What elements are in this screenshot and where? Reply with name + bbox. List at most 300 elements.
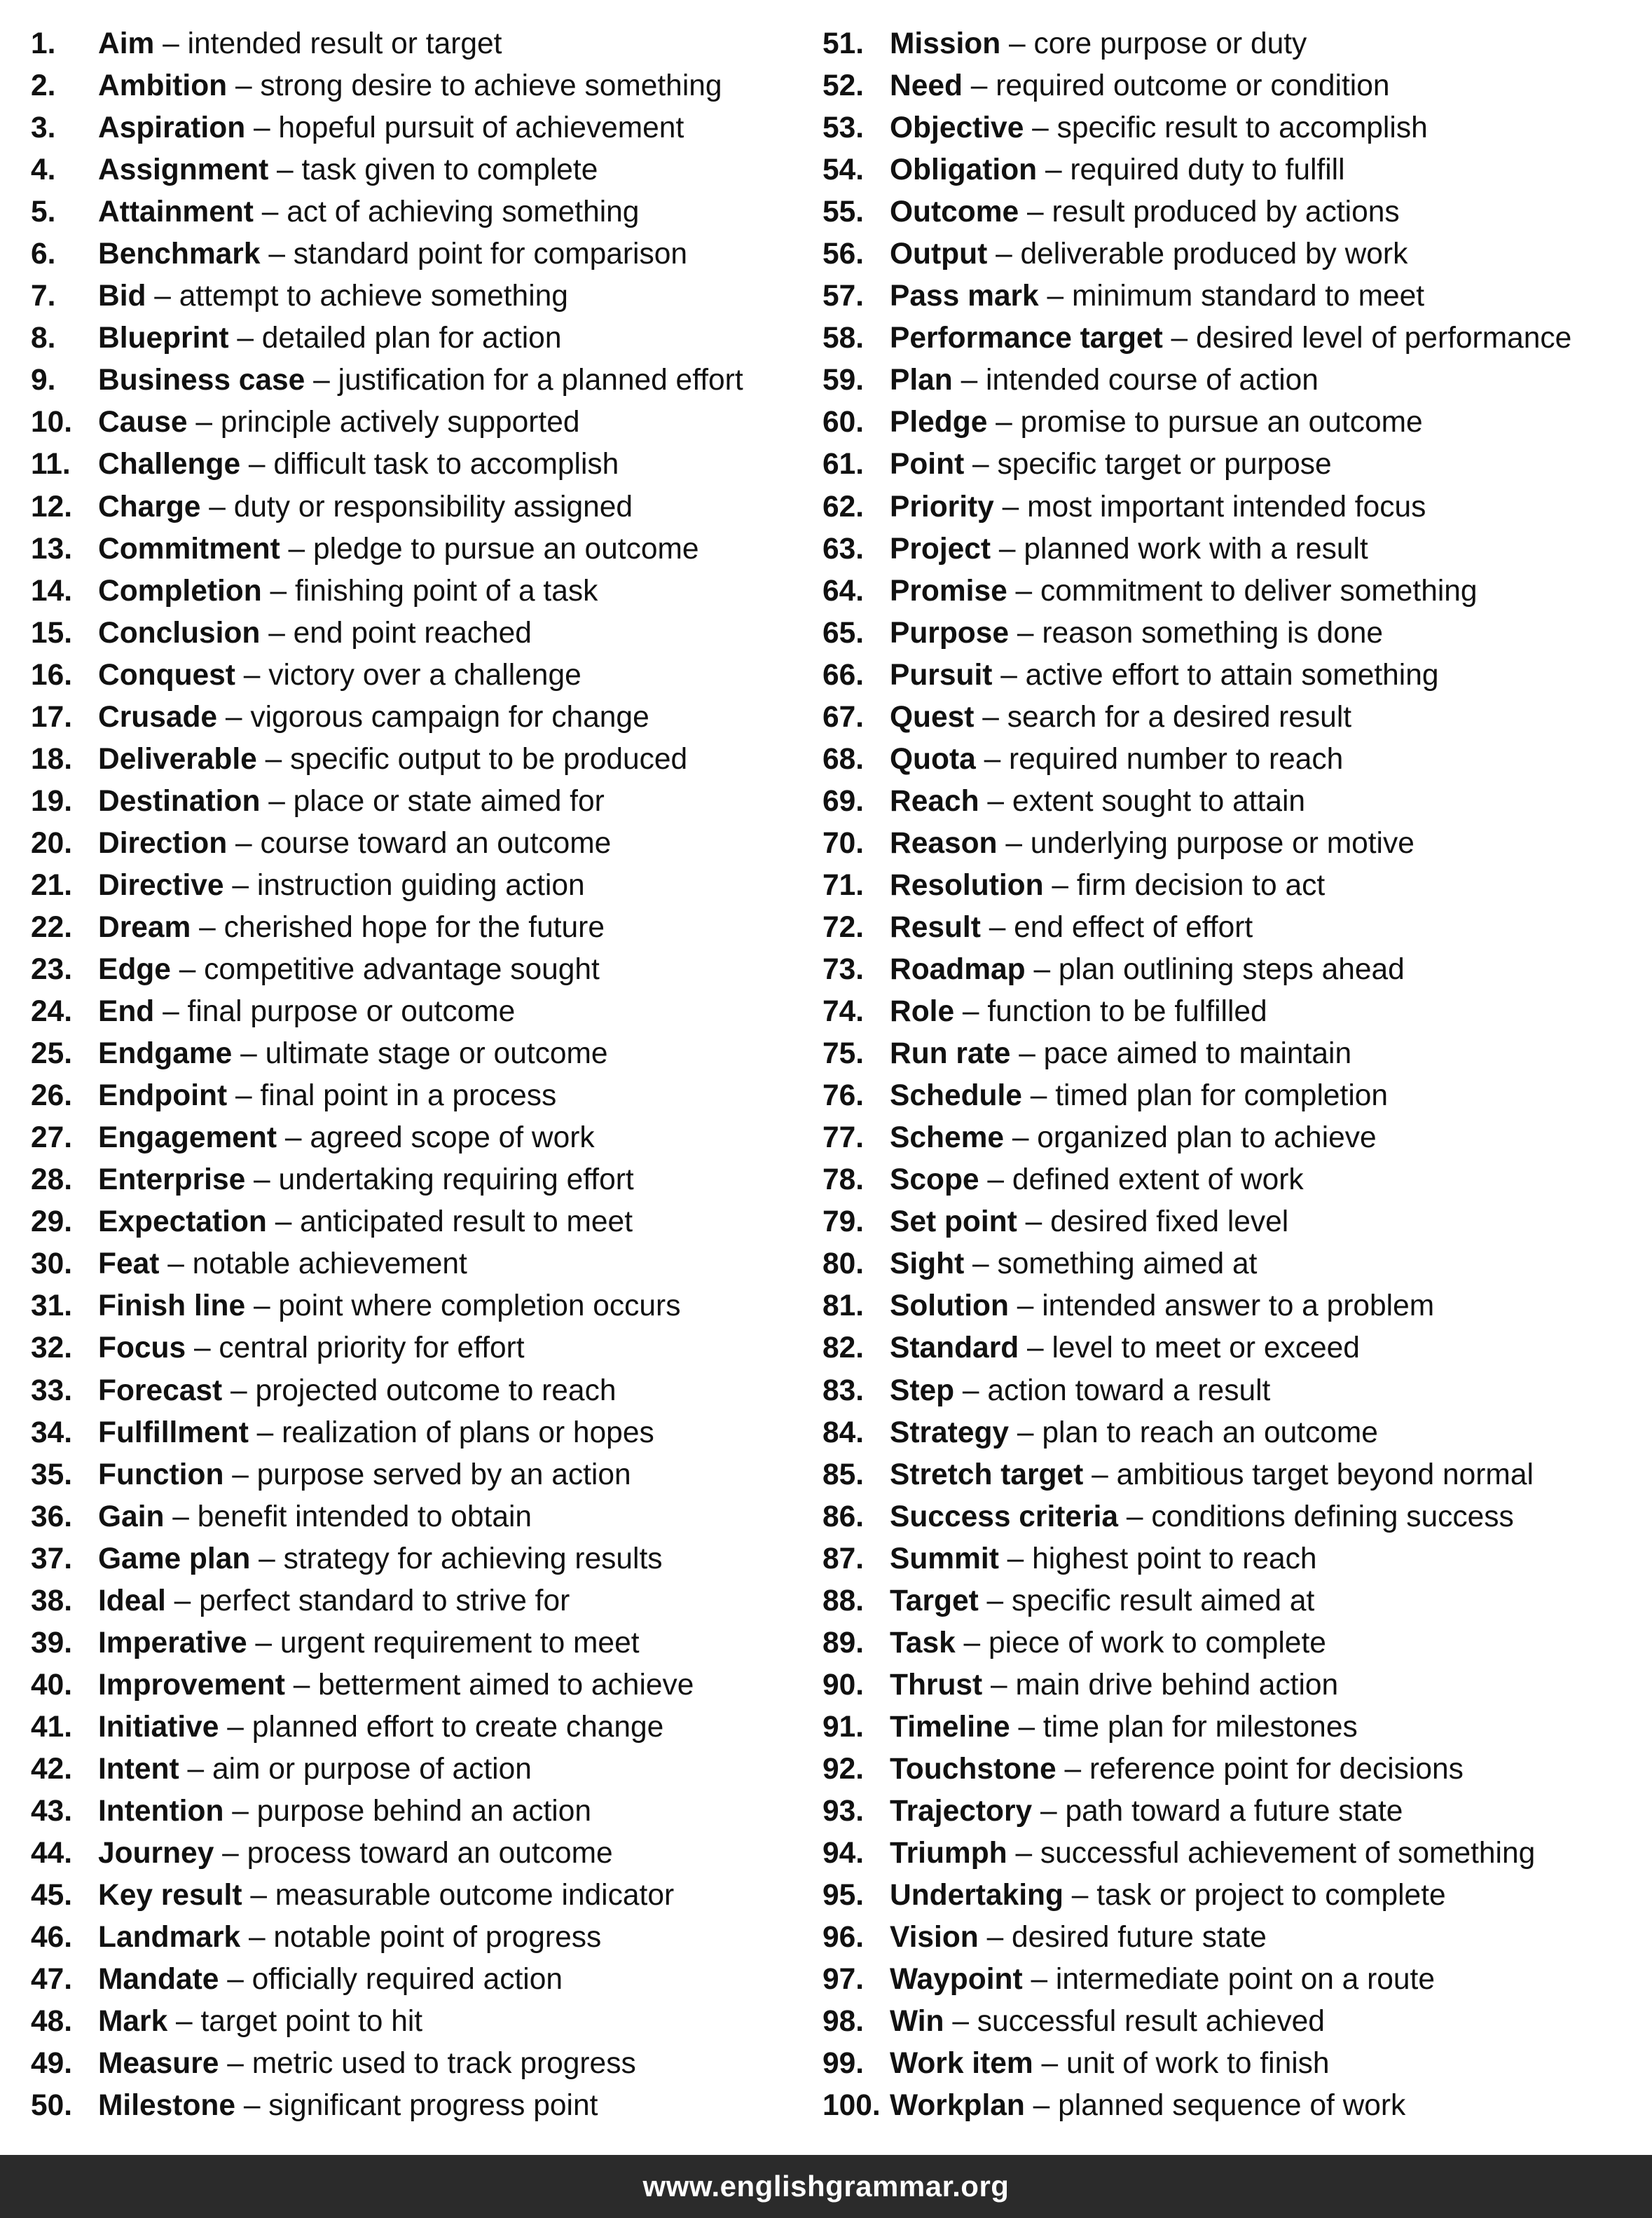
right-column [822,23,1642,2127]
item-number: 3. [31,111,56,145]
list-item [822,1664,1642,1706]
item-definition: extent sought to attain [1012,784,1306,818]
item-dash: – [254,1163,270,1197]
item-definition: course toward an outcome [260,826,612,860]
list-item [822,2043,1642,2085]
list-item [31,149,808,191]
list-item [31,528,808,570]
item-term: Pass mark [890,280,1039,313]
item-term: Quest [890,700,975,734]
item-dash: – [163,27,179,60]
item-dash: – [268,616,285,650]
list-item [822,1370,1642,1412]
item-dash: – [963,1626,981,1659]
item-term: Resolution [890,868,1044,902]
item-definition: successful result achieved [977,2005,1325,2039]
item-definition: detailed plan for action [261,322,562,355]
item-dash: – [265,742,282,776]
item-dash: – [240,1037,257,1071]
list-item [31,739,808,781]
item-dash: – [253,1289,270,1323]
item-number: 31. [31,1289,73,1323]
item-term: Plan [890,364,953,397]
item-dash: – [1027,196,1044,229]
list-item [31,949,808,991]
list-item [31,1285,808,1327]
item-number: 65. [822,616,865,650]
item-number: 16. [31,658,73,692]
item-number: 63. [822,532,865,566]
item-dash: – [167,1247,184,1281]
item-definition: desired fixed level [1050,1205,1289,1239]
item-dash: – [227,1963,244,1997]
item-term: Ideal [98,1584,166,1617]
item-term: Challenge [98,448,241,481]
item-definition: final point in a process [260,1079,557,1113]
item-dash: – [970,69,988,103]
item-definition: end effect of effort [1014,910,1253,944]
item-number: 92. [822,1752,865,1786]
item-definition: unit of work to finish [1066,2047,1330,2081]
item-term: Step [890,1374,955,1407]
item-dash: – [243,658,261,692]
item-dash: – [222,1837,239,1870]
item-definition: difficult task to accomplish [273,448,619,481]
item-number: 53. [822,111,865,145]
list-item [31,1454,808,1496]
item-dash: – [1047,280,1064,313]
item-dash: – [996,406,1012,439]
item-term: Assignment [98,153,269,187]
item-definition: central priority for effort [219,1332,525,1365]
item-number: 90. [822,1668,865,1702]
item-definition: measurable outcome indicator [275,1879,675,1912]
item-term: Waypoint [890,1963,1023,1997]
item-number: 7. [31,280,56,313]
item-number: 44. [31,1837,73,1870]
item-dash: – [253,111,270,145]
item-number: 100. [822,2089,881,2123]
item-term: Standard [890,1332,1019,1365]
item-dash: – [248,448,266,481]
item-number: 43. [31,1794,73,1828]
item-number: 39. [31,1626,73,1659]
item-number: 42. [31,1752,73,1786]
item-term: Intent [98,1752,179,1786]
item-dash: – [277,153,294,187]
list-item [822,1580,1642,1622]
item-dash: – [1071,1879,1089,1912]
item-definition: main drive behind action [1015,1668,1339,1702]
item-definition: conditions defining success [1151,1500,1514,1533]
item-number: 79. [822,1205,865,1239]
item-dash: – [261,196,279,229]
item-term: Schedule [890,1079,1022,1113]
item-term: Output [890,238,988,271]
list-item [822,1327,1642,1369]
item-definition: required number to reach [1009,742,1344,776]
item-term: Success criteria [890,1500,1119,1533]
item-dash: – [256,1416,274,1449]
list-item [31,612,808,655]
item-dash: – [1017,1289,1034,1323]
item-term: Touchstone [890,1752,1056,1786]
item-number: 97. [822,1963,865,1997]
item-dash: – [1019,1037,1035,1071]
item-dash: – [991,1668,1007,1702]
item-definition: planned work with a result [1024,532,1368,566]
item-term: Direction [98,826,228,860]
item-definition: search for a desired result [1007,700,1352,734]
item-definition: specific result to accomplish [1056,111,1428,145]
item-definition: pace aimed to maintain [1043,1037,1352,1071]
list-item [31,107,808,149]
list-item [822,865,1642,907]
list-item [31,191,808,233]
item-definition: required outcome or condition [996,69,1390,103]
item-dash: – [1032,111,1049,145]
item-number: 47. [31,1963,73,1997]
item-definition: metric used to track progress [252,2047,636,2081]
item-number: 26. [31,1079,73,1113]
item-dash: – [235,826,252,860]
item-term: Win [890,2005,944,2039]
item-definition: core purpose or duty [1033,27,1307,60]
item-dash: – [998,532,1016,566]
list-item [31,1875,808,1917]
item-term: Focus [98,1332,186,1365]
item-definition: most important intended focus [1027,490,1426,523]
item-definition: strategy for achieving results [283,1542,663,1575]
item-definition: intended course of action [986,364,1319,397]
item-definition: task or project to complete [1096,1879,1446,1912]
list-item [822,1959,1642,2001]
item-term: Completion [98,574,262,608]
list-item [822,486,1642,528]
item-number: 52. [822,69,865,103]
item-definition: competitive advantage sought [204,953,600,987]
item-term: Undertaking [890,1879,1064,1912]
list-item [822,2001,1642,2043]
item-number: 8. [31,322,56,355]
item-dash: – [293,1668,310,1702]
item-dash: – [1017,1416,1034,1449]
item-number: 99. [822,2047,865,2081]
item-number: 86. [822,1500,865,1533]
item-dash: – [250,1879,267,1912]
item-term: Edge [98,953,171,987]
item-number: 20. [31,826,73,860]
item-term: Cause [98,406,188,439]
item-term: Need [890,69,963,103]
item-dash: – [187,1752,205,1786]
item-definition: reason something is done [1042,616,1384,650]
item-term: Engagement [98,1121,277,1155]
item-term: Aim [98,27,155,60]
item-term: Mark [98,2005,168,2039]
item-dash: – [248,1921,266,1955]
item-number: 30. [31,1247,73,1281]
item-dash: – [243,2089,261,2123]
item-dash: – [1015,1837,1033,1870]
item-dash: – [227,1710,244,1744]
list-item [822,781,1642,823]
item-number: 58. [822,322,865,355]
list-item [822,1496,1642,1538]
item-definition: required duty to fulfill [1070,153,1345,187]
item-dash: – [268,238,285,271]
list-item [31,1033,808,1075]
item-definition: desired level of performance [1196,322,1572,355]
list-item [822,1243,1642,1285]
item-term: Project [890,532,991,566]
item-term: Dream [98,910,191,944]
item-dash: – [1064,1752,1082,1786]
item-definition: promise to pursue an outcome [1020,406,1423,439]
list-item [822,191,1642,233]
left-column [31,23,808,2127]
item-number: 55. [822,196,865,229]
item-term: Endpoint [98,1079,228,1113]
item-dash: – [986,1584,1004,1617]
item-definition: time plan for milestones [1042,1710,1358,1744]
item-term: Business case [98,364,305,397]
list-item [822,65,1642,107]
item-number: 19. [31,784,73,818]
item-term: Aspiration [98,111,246,145]
item-number: 70. [822,826,865,860]
list-item [31,570,808,612]
footer-url[interactable]: www.englishgrammar.org [642,2170,1010,2203]
list-item [31,2001,808,2043]
item-definition: officially required action [252,1963,563,1997]
list-item [822,823,1642,865]
item-term: Function [98,1458,224,1491]
item-number: 64. [822,574,865,608]
item-dash: – [288,532,305,566]
item-term: Performance target [890,322,1163,355]
item-number: 73. [822,953,865,987]
item-number: 94. [822,1837,865,1870]
item-term: Ambition [98,69,228,103]
item-dash: – [1027,1332,1044,1365]
item-dash: – [982,700,999,734]
item-definition: level to meet or exceed [1052,1332,1360,1365]
item-number: 11. [31,448,71,481]
item-number: 33. [31,1374,73,1407]
item-term: Reach [890,784,979,818]
list-item [31,1622,808,1664]
list-item [31,865,808,907]
item-term: Task [890,1626,956,1659]
list-item [31,1538,808,1580]
item-number: 98. [822,2005,865,2039]
item-number: 48. [31,2005,73,2039]
item-number: 80. [822,1247,865,1281]
item-term: Roadmap [890,953,1026,987]
item-term: Enterprise [98,1163,246,1197]
item-number: 68. [822,742,865,776]
word-list [0,23,1652,2125]
list-item [822,1159,1642,1201]
item-dash: – [1030,1079,1047,1113]
item-term: Scheme [890,1121,1005,1155]
item-term: Sight [890,1247,965,1281]
item-term: Strategy [890,1416,1010,1449]
item-term: Intention [98,1794,224,1828]
item-dash: – [1031,1963,1048,1997]
item-definition: strong desire to achieve something [260,69,722,103]
item-number: 95. [822,1879,865,1912]
item-number: 12. [31,490,73,523]
item-number: 10. [31,406,73,439]
item-term: Charge [98,490,201,523]
item-term: Trajectory [890,1794,1033,1828]
list-item [822,528,1642,570]
item-term: Finish line [98,1289,246,1323]
item-term: Commitment [98,532,280,566]
item-definition: process toward an outcome [247,1837,613,1870]
list-item [31,23,808,65]
list-item [31,655,808,697]
list-item [31,402,808,444]
item-number: 69. [822,784,865,818]
item-number: 96. [822,1921,865,1955]
list-item [822,1622,1642,1664]
item-term: Benchmark [98,238,261,271]
item-dash: – [1092,1458,1108,1491]
list-item [31,486,808,528]
item-number: 5. [31,196,56,229]
item-definition: point where completion occurs [278,1289,681,1323]
item-dash: – [972,448,989,481]
item-number: 22. [31,910,73,944]
list-item [822,107,1642,149]
item-term: Result [890,910,981,944]
item-number: 49. [31,2047,73,2081]
item-number: 62. [822,490,865,523]
item-number: 1. [31,27,56,60]
item-definition: final purpose or outcome [187,995,516,1029]
item-term: Role [890,995,955,1029]
item-term: Scope [890,1163,979,1197]
list-item [31,823,808,865]
list-item [31,1791,808,1833]
item-number: 56. [822,238,865,271]
item-term: Summit [890,1542,999,1575]
item-definition: notable achievement [192,1247,467,1281]
item-number: 38. [31,1584,73,1617]
item-definition: vigorous campaign for change [250,700,649,734]
item-number: 51. [822,27,865,60]
item-term: Destination [98,784,261,818]
item-definition: place or state aimed for [293,784,605,818]
item-number: 59. [822,364,865,397]
item-number: 40. [31,1668,73,1702]
item-definition: act of achieving something [287,196,640,229]
item-dash: – [1040,1794,1057,1828]
list-item [31,1327,808,1369]
item-definition: specific result aimed at [1012,1584,1315,1617]
item-number: 45. [31,1879,73,1912]
item-number: 77. [822,1121,865,1155]
footer-bar [0,2155,1652,2218]
item-dash: – [961,364,978,397]
list-item [822,949,1642,991]
list-item [822,1748,1642,1791]
item-dash: – [270,574,287,608]
item-number: 78. [822,1163,865,1197]
list-item [822,1201,1642,1243]
item-definition: projected outcome to reach [255,1374,617,1407]
item-dash: – [962,1374,979,1407]
item-definition: plan outlining steps ahead [1058,953,1405,987]
item-definition: purpose served by an action [256,1458,631,1491]
item-definition: purpose behind an action [256,1794,591,1828]
item-term: Pursuit [890,658,993,692]
item-number: 13. [31,532,73,566]
item-definition: end point reached [293,616,532,650]
item-term: Bid [98,280,146,313]
item-definition: notable point of progress [273,1921,602,1955]
list-item [31,1370,808,1412]
item-definition: function to be fulfilled [987,995,1267,1029]
item-number: 15. [31,616,73,650]
item-number: 72. [822,910,865,944]
item-term: Fulfillment [98,1416,249,1449]
list-item [822,612,1642,655]
item-term: Expectation [98,1205,267,1239]
item-number: 82. [822,1332,865,1365]
item-definition: intended answer to a problem [1042,1289,1435,1323]
item-number: 81. [822,1289,865,1323]
list-item [31,1959,808,2001]
item-term: Imperative [98,1626,247,1659]
list-item [822,1833,1642,1875]
item-dash: – [174,1584,191,1617]
list-item [31,233,808,275]
item-number: 35. [31,1458,73,1491]
item-dash: – [193,1332,211,1365]
item-number: 74. [822,995,865,1029]
item-definition: significant progress point [268,2089,598,2123]
list-item [822,1117,1642,1159]
item-term: Blueprint [98,322,229,355]
item-definition: minimum standard to meet [1071,280,1425,313]
item-definition: justification for a planned effort [338,364,743,397]
item-definition: ambitious target beyond normal [1116,1458,1534,1491]
item-dash: – [1041,2047,1059,2081]
list-item [31,1917,808,1959]
item-dash: – [176,2005,193,2039]
item-term: Outcome [890,196,1019,229]
item-number: 54. [822,153,865,187]
item-term: Measure [98,2047,219,2081]
item-dash: – [1018,1710,1035,1744]
item-dash: – [1025,1205,1042,1239]
item-term: End [98,995,155,1029]
item-definition: path toward a future state [1065,1794,1403,1828]
item-number: 29. [31,1205,73,1239]
item-number: 61. [822,448,865,481]
item-dash: – [1033,953,1051,987]
item-number: 46. [31,1921,73,1955]
item-term: Run rate [890,1037,1011,1071]
item-number: 66. [822,658,865,692]
item-definition: ultimate stage or outcome [265,1037,608,1071]
item-term: Triumph [890,1837,1007,1870]
item-definition: standard point for comparison [293,238,688,271]
